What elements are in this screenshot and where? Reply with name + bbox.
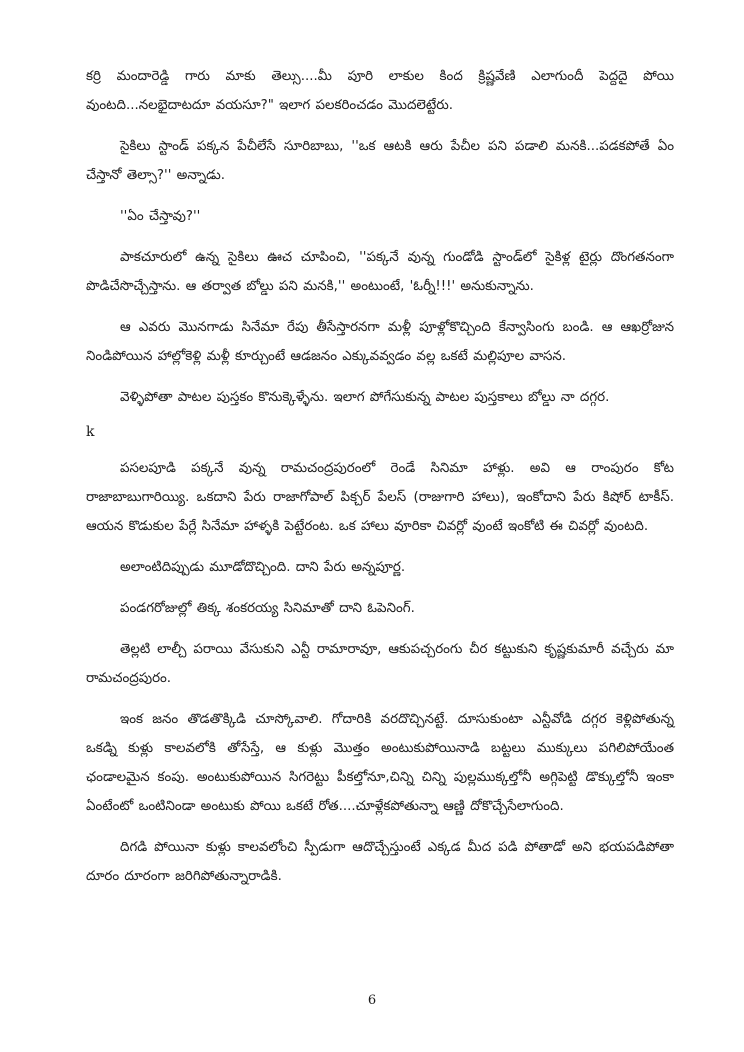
paragraph: కర్రి మందారెడ్డి గారు మాకు తెల్సు....మీ పూరి లాకుల కింద క్రిష్ణవేణి ఎలాగుందీ పెద్దదై పోయి వుంటది...నలభైదాటదూ వయసూ?" ఇలాగ పలకరించడం మొదలెట్టేరు. [86, 69, 674, 113]
section-separator: k [86, 424, 95, 440]
paragraph: అలాంటిదిప్పుడు మూడోదొచ్చింది. దాని పేరు అన్నపూర్ణ. [120, 560, 406, 575]
paragraph: ఆ ఎవరు మొనగాడు సినేమా రేపు తీసేస్తారనగా మళ్లీ పూళ్లోకొచ్చింది కేన్వాసింగు బండి. ఆ ఆఖర్రోజున నిండిపోయిన హాల్లోకెళ్లి మళ్లీ కూర్చుంటే ఆడజనం ఎక్కువవ్వడం వల్ల ఒకటే మల్లిపూల వాసన. [86, 320, 674, 364]
document-page [86, 62, 674, 903]
page-number: 6 [367, 993, 377, 1008]
paragraph: వెళ్ళిపోతా పాటల పుస్తకం కొనుక్కెళ్ళేను. ఇలాగ పోగేసుకున్న పాటల పుస్తకాలు బోల్డు నా దగ్గర. [120, 390, 610, 405]
paragraph: దిగడి పోయినా కుళ్లు కాలవలోంచి స్పీడుగా ఆదొచ్చేస్తుంటే ఎక్కడ మీద పడి పోతాడో అని భయపడిపోతా దూరం దూరంగా జరిగిపోతున్నారాడికి. [86, 840, 674, 884]
paragraph: పసలపూడి పక్కనే వున్న రామచంద్రపురంలో రెండే సినిమా హాళ్లు. అవి ఆ రాంపురం కోట రాజాబాబుగారియ్యి. ఒకదాని పేరు రాజాగోపాల్ పిక్చర్ పేలస్ (రాజుగారి హాలు), ఇంకోదాని పేరు కిషోర్ టాకీస్. ఆయన కొడుకుల పేర్లే సినేమా హాళ్ళకి పెట్టేరంట. ఒక హాలు వూరికా చివర్లో వుంటే ఇంకోటి ఈ చివర్లో వుంటది. [86, 461, 674, 534]
paragraph: పాకచూరులో ఉన్న సైకిలు ఊచ చూపించి, ''పక్కనే వున్న గుండోడి స్టాండ్‌లో సైకిళ్ల టైర్లు దొంగతనంగా పొడిచేసొచ్చేస్తాను. ఆ తర్వాత బోల్డు పని మనకి,'' అంటుంటే, 'ఓర్నీ!!!' అనుకున్నాను. [86, 250, 674, 294]
dialogue-line: ''ఏం చేస్తావు?'' [120, 209, 201, 224]
paragraph: పండగరోజుల్లో తిక్క శంకరయ్య సినిమాతో దాని ఓపెనింగ్. [120, 601, 415, 616]
paragraph: సైకిలు స్టాండ్ పక్కన పేచీలేసే సూరిబాబు, ''ఒక ఆటకి ఆరు పేచీల పని పడాలి మనకి...పడకపోతే ఏం చేస్తానో తెల్సా?'' అన్నాడు. [86, 139, 674, 183]
paragraph: తెల్లటి లాల్చీ పరాయి వేసుకుని ఎన్టీ రామారావూ, ఆకుపచ్చరంగు చీర కట్టుకుని కృష్ణకుమారీ వచ్చేరు మా రామచంద్రపురం. [86, 642, 674, 686]
paragraph: ఇంక జనం తొడతొక్కిడి చూస్కోవాలి. గోదారికి వరదొచ్చినట్టే. దూసుకుంటా ఎన్టీవోడి దగ్గర కెళ్లిపోతున్న ఒకడ్ని కుళ్లు కాలవలోకి తోసేస్తే, ఆ కుళ్లు మొత్తం అంటుకుపోయినాడి బట్టలు ముక్కులు పగిలిపోయేంత ఛండాలమైన కంపు. అంటుకుపోయిన సిగరెట్టు పీకల్తోనూ,చిన్ని చిన్ని పుల్లముక్కల్తోనీ అగ్గిపెట్టి డొక్కుల్తోనీ ఇంకా ఏంటేంటో ఒంటినిండా అంటుకు పోయి ఒకటే రోత....చూళ్లేకపోతున్నా ఆణ్ణి దోకొచ్చేసేలాగుంది. [86, 712, 674, 814]
